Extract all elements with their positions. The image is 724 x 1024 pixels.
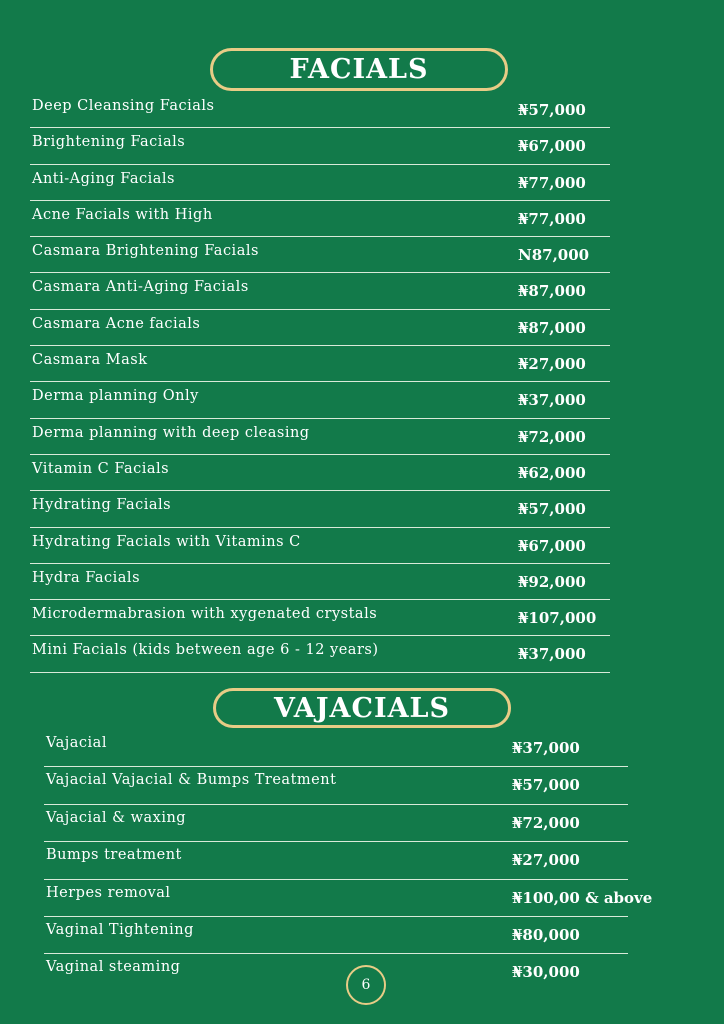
list-item — [30, 636, 610, 672]
list-item — [30, 382, 610, 418]
service-name: Vajacial Vajacial & Bumps Treatment — [46, 772, 337, 789]
list-item — [30, 528, 610, 564]
service-name: Vitamin C Facials — [32, 460, 170, 477]
vajacials-price-list — [44, 730, 653, 992]
service-price: ₦80,000 — [512, 925, 580, 944]
list-item — [30, 600, 610, 636]
service-price: ₦72,000 — [512, 813, 580, 832]
list-item — [30, 128, 610, 164]
service-price: ₦37,000 — [512, 739, 580, 757]
list-item — [30, 491, 610, 527]
service-price: ₦37,000 — [518, 645, 586, 664]
service-name: Derma planning with deep cleasing — [32, 424, 310, 441]
service-name: Derma planning Only — [32, 388, 199, 405]
service-price: ₦37,000 — [518, 391, 586, 410]
list-item — [44, 730, 628, 767]
service-price: ₦92,000 — [518, 572, 586, 591]
list-item — [30, 237, 610, 273]
service-name: Anti-Aging Facials — [32, 170, 175, 187]
service-name: Deep Cleansing Facials — [32, 98, 215, 114]
list-item — [30, 310, 610, 346]
service-price: ₦107,000 — [518, 609, 597, 628]
service-name: Hydrating Facials with Vitamins C — [32, 533, 301, 550]
service-name: Casmara Mask — [32, 352, 148, 369]
service-name: Microdermabrasion with xygenated crystals — [32, 606, 378, 623]
list-item — [44, 805, 628, 842]
facials-section-title: FACIALS — [210, 48, 508, 91]
list-item — [44, 917, 628, 954]
list-item — [44, 842, 628, 879]
list-item — [30, 455, 610, 491]
service-name: Brightening Facials — [32, 134, 186, 151]
service-price: ₦57,000 — [512, 776, 580, 795]
service-name: Casmara Acne facials — [32, 315, 201, 332]
service-name: Vajacial & waxing — [46, 809, 187, 826]
list-item — [30, 92, 610, 128]
service-name: Casmara Brightening Facials — [32, 243, 259, 260]
service-name: Acne Facials with High — [32, 206, 213, 223]
service-name: Mini Facials (kids between age 6 - 12 years) — [32, 642, 379, 659]
service-price: N87,000 — [518, 246, 590, 265]
service-price: ₦77,000 — [518, 173, 586, 192]
service-price: ₦87,000 — [518, 318, 586, 337]
list-item — [44, 880, 653, 917]
service-name: Hydra Facials — [32, 569, 141, 586]
list-item — [30, 419, 610, 455]
service-price: ₦27,000 — [512, 851, 580, 870]
service-price: ₦27,000 — [518, 355, 586, 374]
page-number: 6 — [346, 965, 386, 1005]
service-name: Casmara Anti-Aging Facials — [32, 279, 249, 296]
service-price: ₦72,000 — [518, 427, 586, 446]
service-price: ₦87,000 — [518, 282, 586, 301]
list-item — [30, 564, 610, 600]
list-item — [30, 346, 610, 382]
service-name: Vaginal steaming — [46, 959, 181, 976]
service-name: Bumps treatment — [46, 847, 182, 864]
service-price: ₦100,00 & above — [512, 888, 653, 907]
service-name: Vaginal Tightening — [46, 921, 194, 938]
list-item — [30, 273, 610, 309]
service-price: ₦30,000 — [512, 963, 580, 982]
service-price: ₦57,000 — [518, 500, 586, 519]
vajacials-section-title: VAJACIALS — [213, 688, 511, 728]
list-item — [30, 201, 610, 237]
service-price: ₦67,000 — [518, 137, 586, 156]
list-item — [44, 767, 628, 804]
service-name: Hydrating Facials — [32, 497, 172, 514]
list-item — [30, 165, 610, 201]
service-price: ₦77,000 — [518, 209, 586, 228]
service-name: Vajacial — [46, 735, 107, 751]
service-price: ₦57,000 — [518, 101, 586, 119]
facials-price-list — [30, 92, 610, 673]
service-price: ₦67,000 — [518, 536, 586, 555]
list-item — [44, 954, 628, 991]
service-name: Herpes removal — [46, 884, 171, 901]
service-price: ₦62,000 — [518, 463, 586, 482]
